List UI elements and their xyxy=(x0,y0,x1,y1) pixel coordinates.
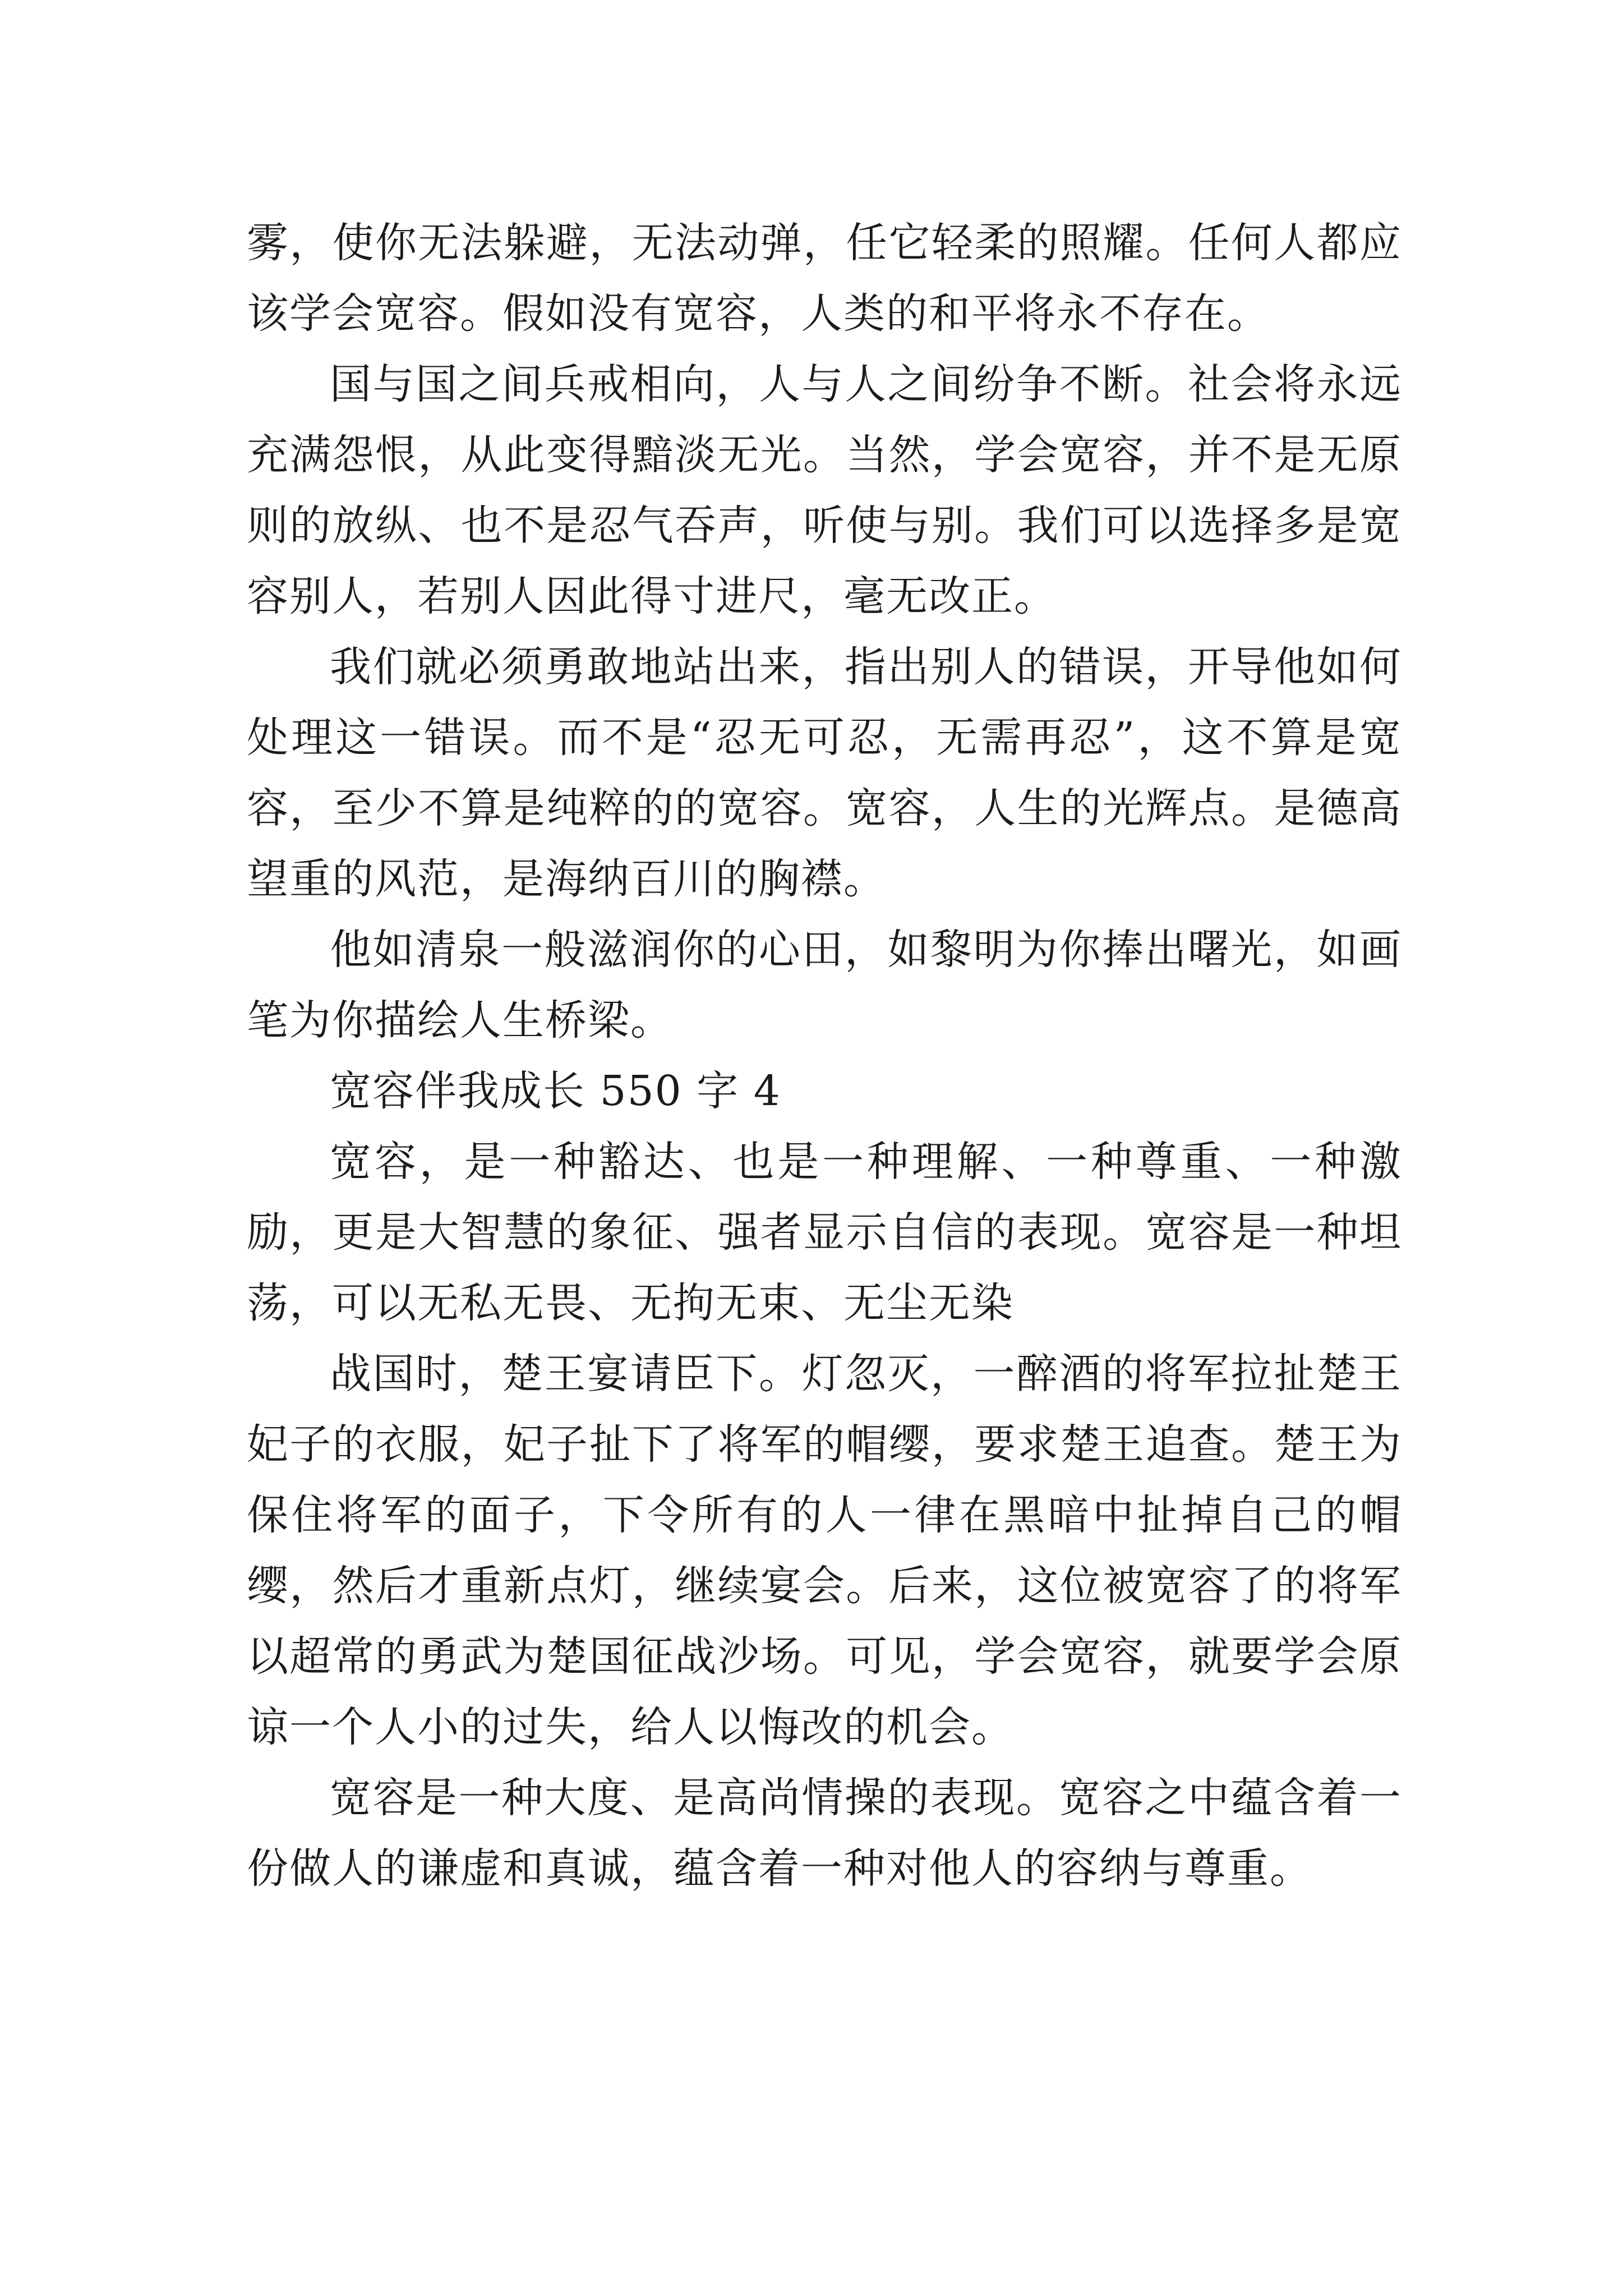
paragraph-1: 雾，使你无法躲避，无法动弹，任它轻柔的照耀。任何人都应该学会宽容。假如没有宽容，人类的和平将永不存在。 xyxy=(247,219,1402,338)
paragraph-4: 他如清泉一般滋润你的心田，如黎明为你捧出曙光，如画笔为你描绘人生桥梁。 xyxy=(247,926,1402,1045)
paragraph-6: 战国时，楚王宴请臣下。灯忽灭，一醉酒的将军拉扯楚王妃子的衣服，妃子扯下了将军的帽缨，要求楚王追查。楚王为保住将军的面子，下令所有的人一律在黑暗中扯掉自己的帽缨，然后才重新点灯，继续宴会。后来，这位被宽容了的将军以超常的勇武为楚国征战沙场。可见，学会宽容，就要学会原谅一个人小的过失，给人以悔改的机会。 xyxy=(247,1350,1402,1751)
paragraph-7: 宽容是一种大度、是高尚情操的表现。宽容之中蕴含着一份做人的谦虚和真诚，蕴含着一种对他人的容纳与尊重。 xyxy=(247,1774,1402,1893)
paragraph-2: 国与国之间兵戒相向，人与人之间纷争不断。社会将永远充满怨恨，从此变得黯淡无光。当然，学会宽容，并不是无原则的放纵、也不是忍气吞声，听使与别。我们可以选择多是宽容别人，若别人因此得寸进尺，毫无改正。 xyxy=(247,360,1402,620)
paragraph-5: 宽容，是一种豁达、也是一种理解、一种尊重、一种激励，更是大智慧的象征、强者显示自信的表现。宽容是一种坦荡，可以无私无畏、无拘无束、无尘无染 xyxy=(247,1138,1402,1327)
document-body xyxy=(247,208,1402,1904)
section-heading: 宽容伴我成长 550 字 4 xyxy=(330,1067,781,1115)
paragraph-3: 我们就必须勇敢地站出来，指出别人的错误，开导他如何处理这一错误。而不是“忍无可忍，无需再忍”，这不算是宽容，至少不算是纯粹的的宽容。宽容，人生的光辉点。是德高望重的风范，是海纳百川的胸襟。 xyxy=(247,643,1402,903)
